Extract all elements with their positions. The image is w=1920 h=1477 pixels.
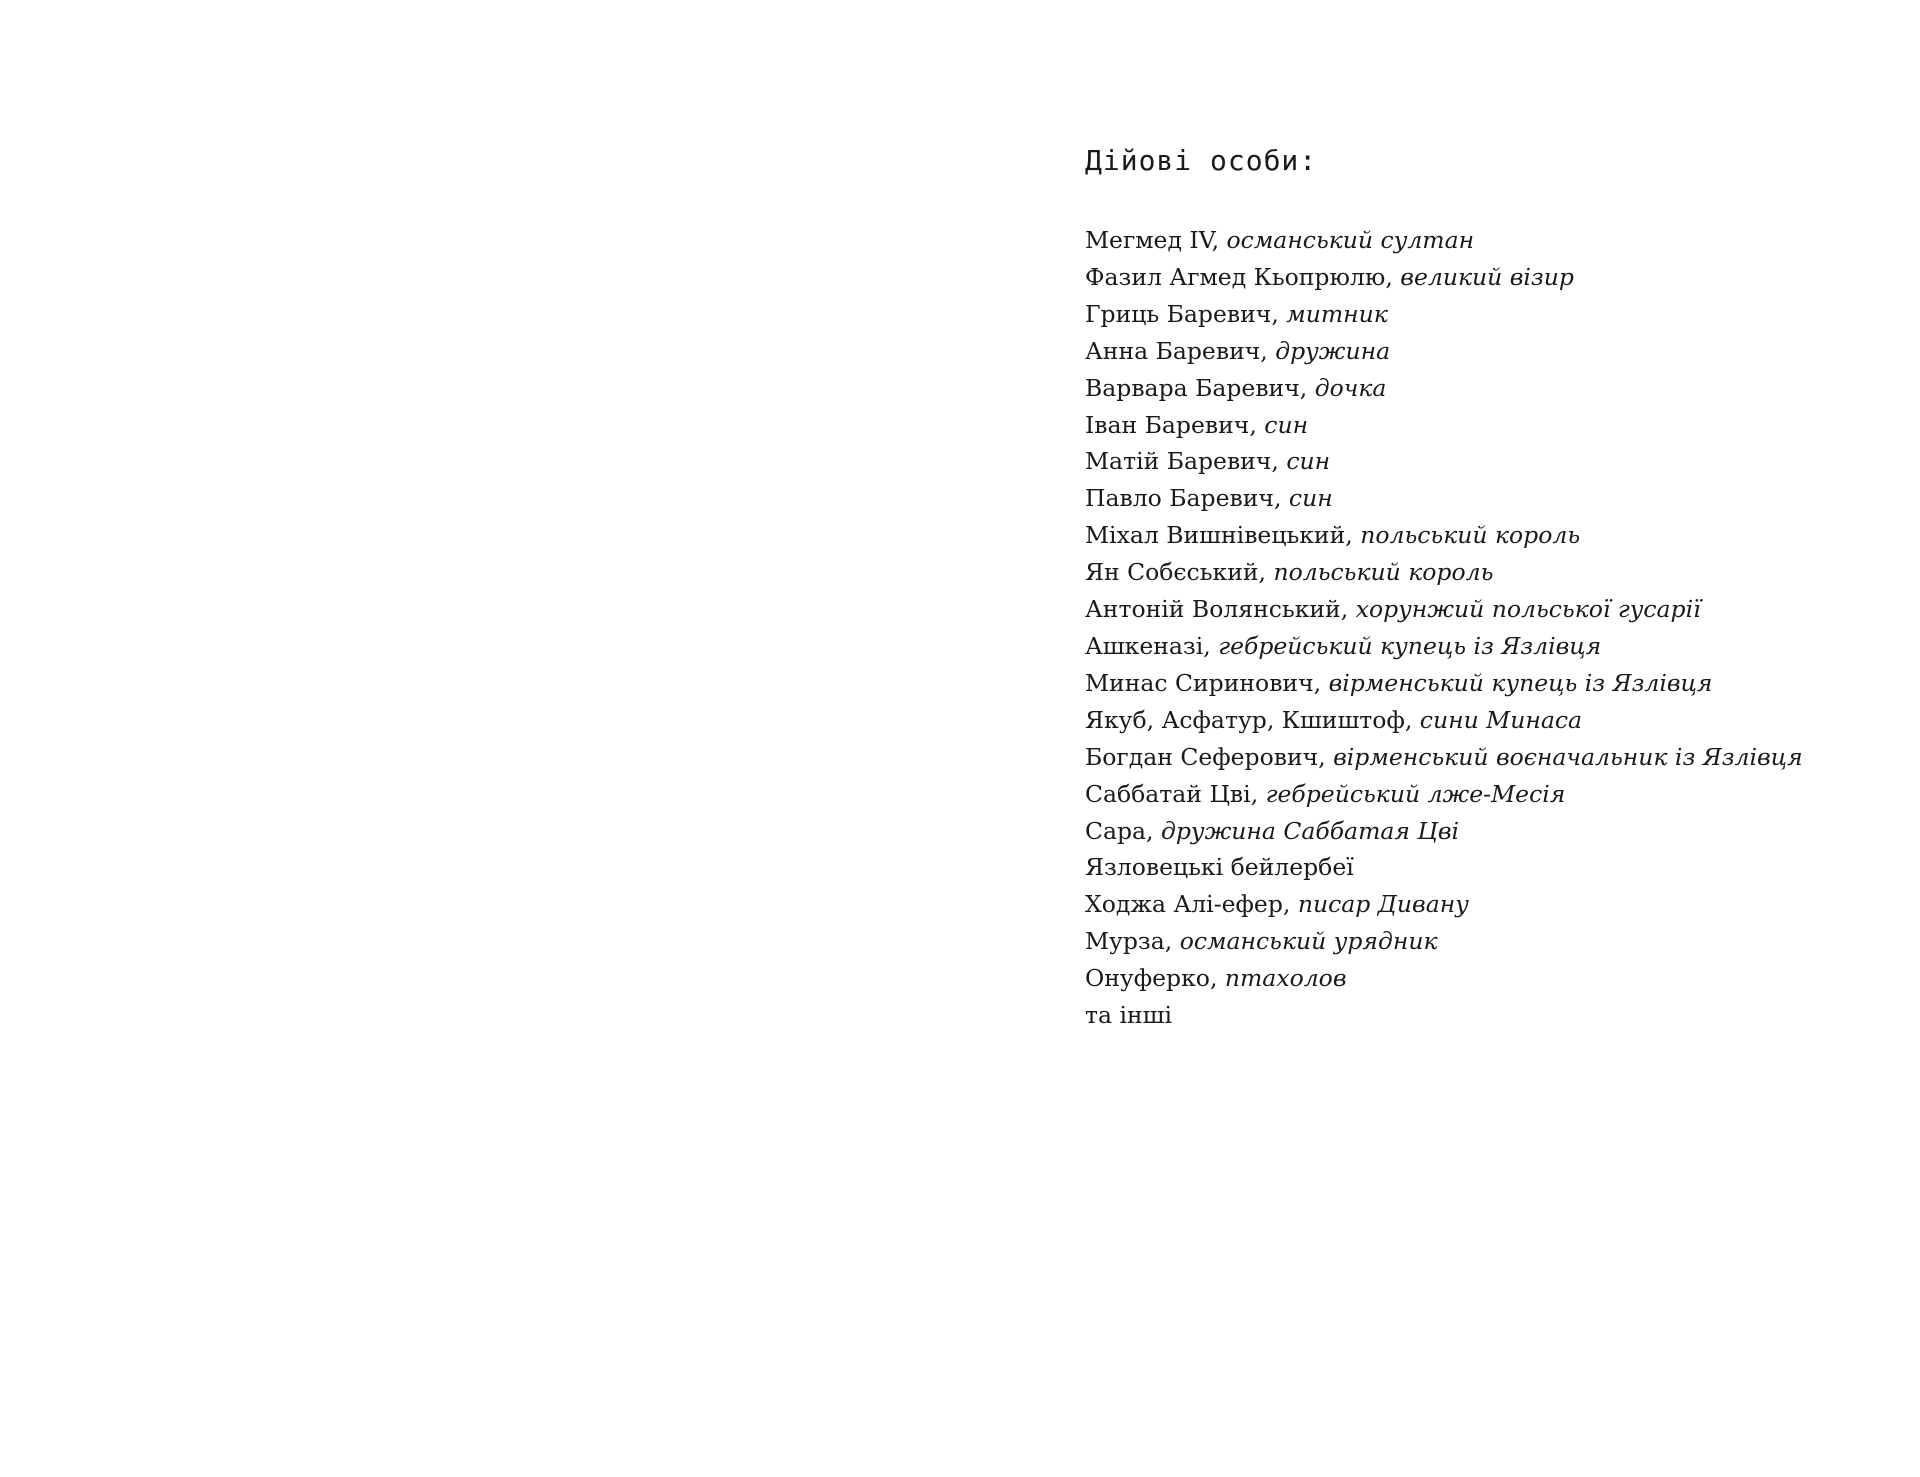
cast-separator: , bbox=[1313, 668, 1329, 697]
cast-item bbox=[1085, 776, 1905, 813]
cast-separator: , bbox=[1385, 262, 1401, 291]
cast-name: Анна Баревич bbox=[1085, 336, 1261, 365]
cast-name: Язловецькі бейлербеї bbox=[1085, 853, 1354, 882]
cast-name: Міхал Вишнівецький bbox=[1085, 521, 1346, 550]
cast-separator: , bbox=[1271, 447, 1287, 476]
cast-separator: , bbox=[1258, 558, 1274, 587]
cast-name: Іван Баревич bbox=[1085, 410, 1250, 439]
cast-role: вірменський купець із Язлівця bbox=[1328, 668, 1713, 697]
cast-name: Минас Сиринович bbox=[1085, 668, 1314, 697]
cast-separator: , bbox=[1203, 631, 1219, 660]
cast-name: Ашкеназі bbox=[1085, 631, 1204, 660]
cast-item bbox=[1085, 443, 1905, 480]
cast-item bbox=[1085, 886, 1905, 923]
cast-name: Ян Собєський bbox=[1085, 558, 1259, 587]
cast-role: великий візир bbox=[1400, 262, 1574, 291]
cast-separator: , bbox=[1345, 521, 1361, 550]
cast-name: Якуб, Асфатур, Кшиштоф bbox=[1085, 705, 1405, 734]
cast-item bbox=[1085, 702, 1905, 739]
cast-separator: , bbox=[1146, 816, 1161, 845]
cast-item bbox=[1085, 997, 1905, 1034]
cast-role: дочка bbox=[1314, 373, 1387, 402]
cast-item bbox=[1085, 222, 1905, 259]
cast-list bbox=[1085, 222, 1905, 1034]
cast-item bbox=[1085, 665, 1905, 702]
cast-item bbox=[1085, 333, 1905, 370]
cast-separator: , bbox=[1271, 299, 1287, 328]
cast-item bbox=[1085, 554, 1905, 591]
cast-heading: Дійові особи: bbox=[1085, 144, 1318, 177]
cast-name: та інші bbox=[1085, 1001, 1173, 1030]
cast-name: Ходжа Алі-ефер bbox=[1085, 890, 1283, 919]
cast-item bbox=[1085, 591, 1905, 628]
cast-separator: , bbox=[1209, 964, 1225, 993]
cast-item bbox=[1085, 296, 1905, 333]
cast-item bbox=[1085, 370, 1905, 407]
cast-item bbox=[1085, 517, 1905, 554]
right-page bbox=[960, 0, 1920, 1477]
cast-role: гебрейський лже-Месія bbox=[1265, 779, 1566, 808]
cast-name: Сара bbox=[1085, 816, 1147, 845]
cast-separator: , bbox=[1282, 890, 1298, 919]
cast-role: птахолов bbox=[1224, 964, 1347, 993]
cast-name: Мурза bbox=[1085, 927, 1165, 956]
cast-item bbox=[1085, 407, 1905, 444]
cast-role: польський король bbox=[1360, 521, 1581, 550]
cast-role: син bbox=[1288, 484, 1333, 513]
cast-role: митник bbox=[1286, 299, 1388, 328]
cast-role: османський султан bbox=[1226, 226, 1475, 254]
cast-name: Богдан Сеферович bbox=[1085, 742, 1319, 771]
cast-item bbox=[1085, 259, 1905, 296]
cast-item bbox=[1085, 628, 1905, 665]
cast-name: Онуферко bbox=[1085, 964, 1210, 993]
cast-item bbox=[1085, 480, 1905, 517]
cast-item bbox=[1085, 739, 1905, 776]
cast-separator: , bbox=[1250, 779, 1266, 808]
cast-role: польський король bbox=[1273, 558, 1494, 587]
cast-separator: , bbox=[1299, 373, 1315, 402]
cast-role: османський урядник bbox=[1179, 927, 1438, 956]
cast-separator: , bbox=[1318, 742, 1334, 771]
cast-role: хорунжий польської гусарії bbox=[1355, 595, 1701, 624]
cast-role: син bbox=[1264, 410, 1309, 439]
cast-name: Саббатай Цві bbox=[1085, 779, 1251, 808]
cast-separator: , bbox=[1404, 705, 1420, 734]
cast-name: Фазил Агмед Кьопрюлю bbox=[1085, 262, 1386, 291]
cast-name: Матій Баревич bbox=[1085, 447, 1272, 476]
cast-item bbox=[1085, 960, 1905, 997]
cast-section bbox=[1085, 138, 1905, 1034]
cast-item bbox=[1085, 813, 1905, 850]
cast-separator: , bbox=[1249, 410, 1265, 439]
cast-name: Гриць Баревич bbox=[1085, 299, 1272, 328]
cast-role: дружина Саббатая Цві bbox=[1161, 816, 1460, 845]
cast-separator: , bbox=[1260, 336, 1276, 365]
cast-item bbox=[1085, 923, 1905, 960]
cast-name: Варвара Баревич bbox=[1085, 373, 1300, 402]
cast-separator: , bbox=[1211, 226, 1227, 254]
cast-separator: , bbox=[1340, 595, 1356, 624]
cast-role: гебрейський купець із Язлівця bbox=[1218, 631, 1602, 660]
cast-role: сини Минаса bbox=[1419, 705, 1583, 734]
cast-role: писар Дивану bbox=[1297, 890, 1469, 919]
cast-role: дружина bbox=[1275, 336, 1391, 365]
cast-name: Мегмед IV bbox=[1085, 226, 1212, 254]
cast-separator: , bbox=[1273, 484, 1289, 513]
cast-item bbox=[1085, 849, 1905, 886]
cast-name: Антоній Волянський bbox=[1085, 595, 1341, 624]
cast-role: син bbox=[1286, 447, 1331, 476]
cast-role: вірменський воєначальник із Язлівця bbox=[1333, 742, 1803, 771]
cast-separator: , bbox=[1164, 927, 1180, 956]
cast-name: Павло Баревич bbox=[1085, 484, 1274, 513]
